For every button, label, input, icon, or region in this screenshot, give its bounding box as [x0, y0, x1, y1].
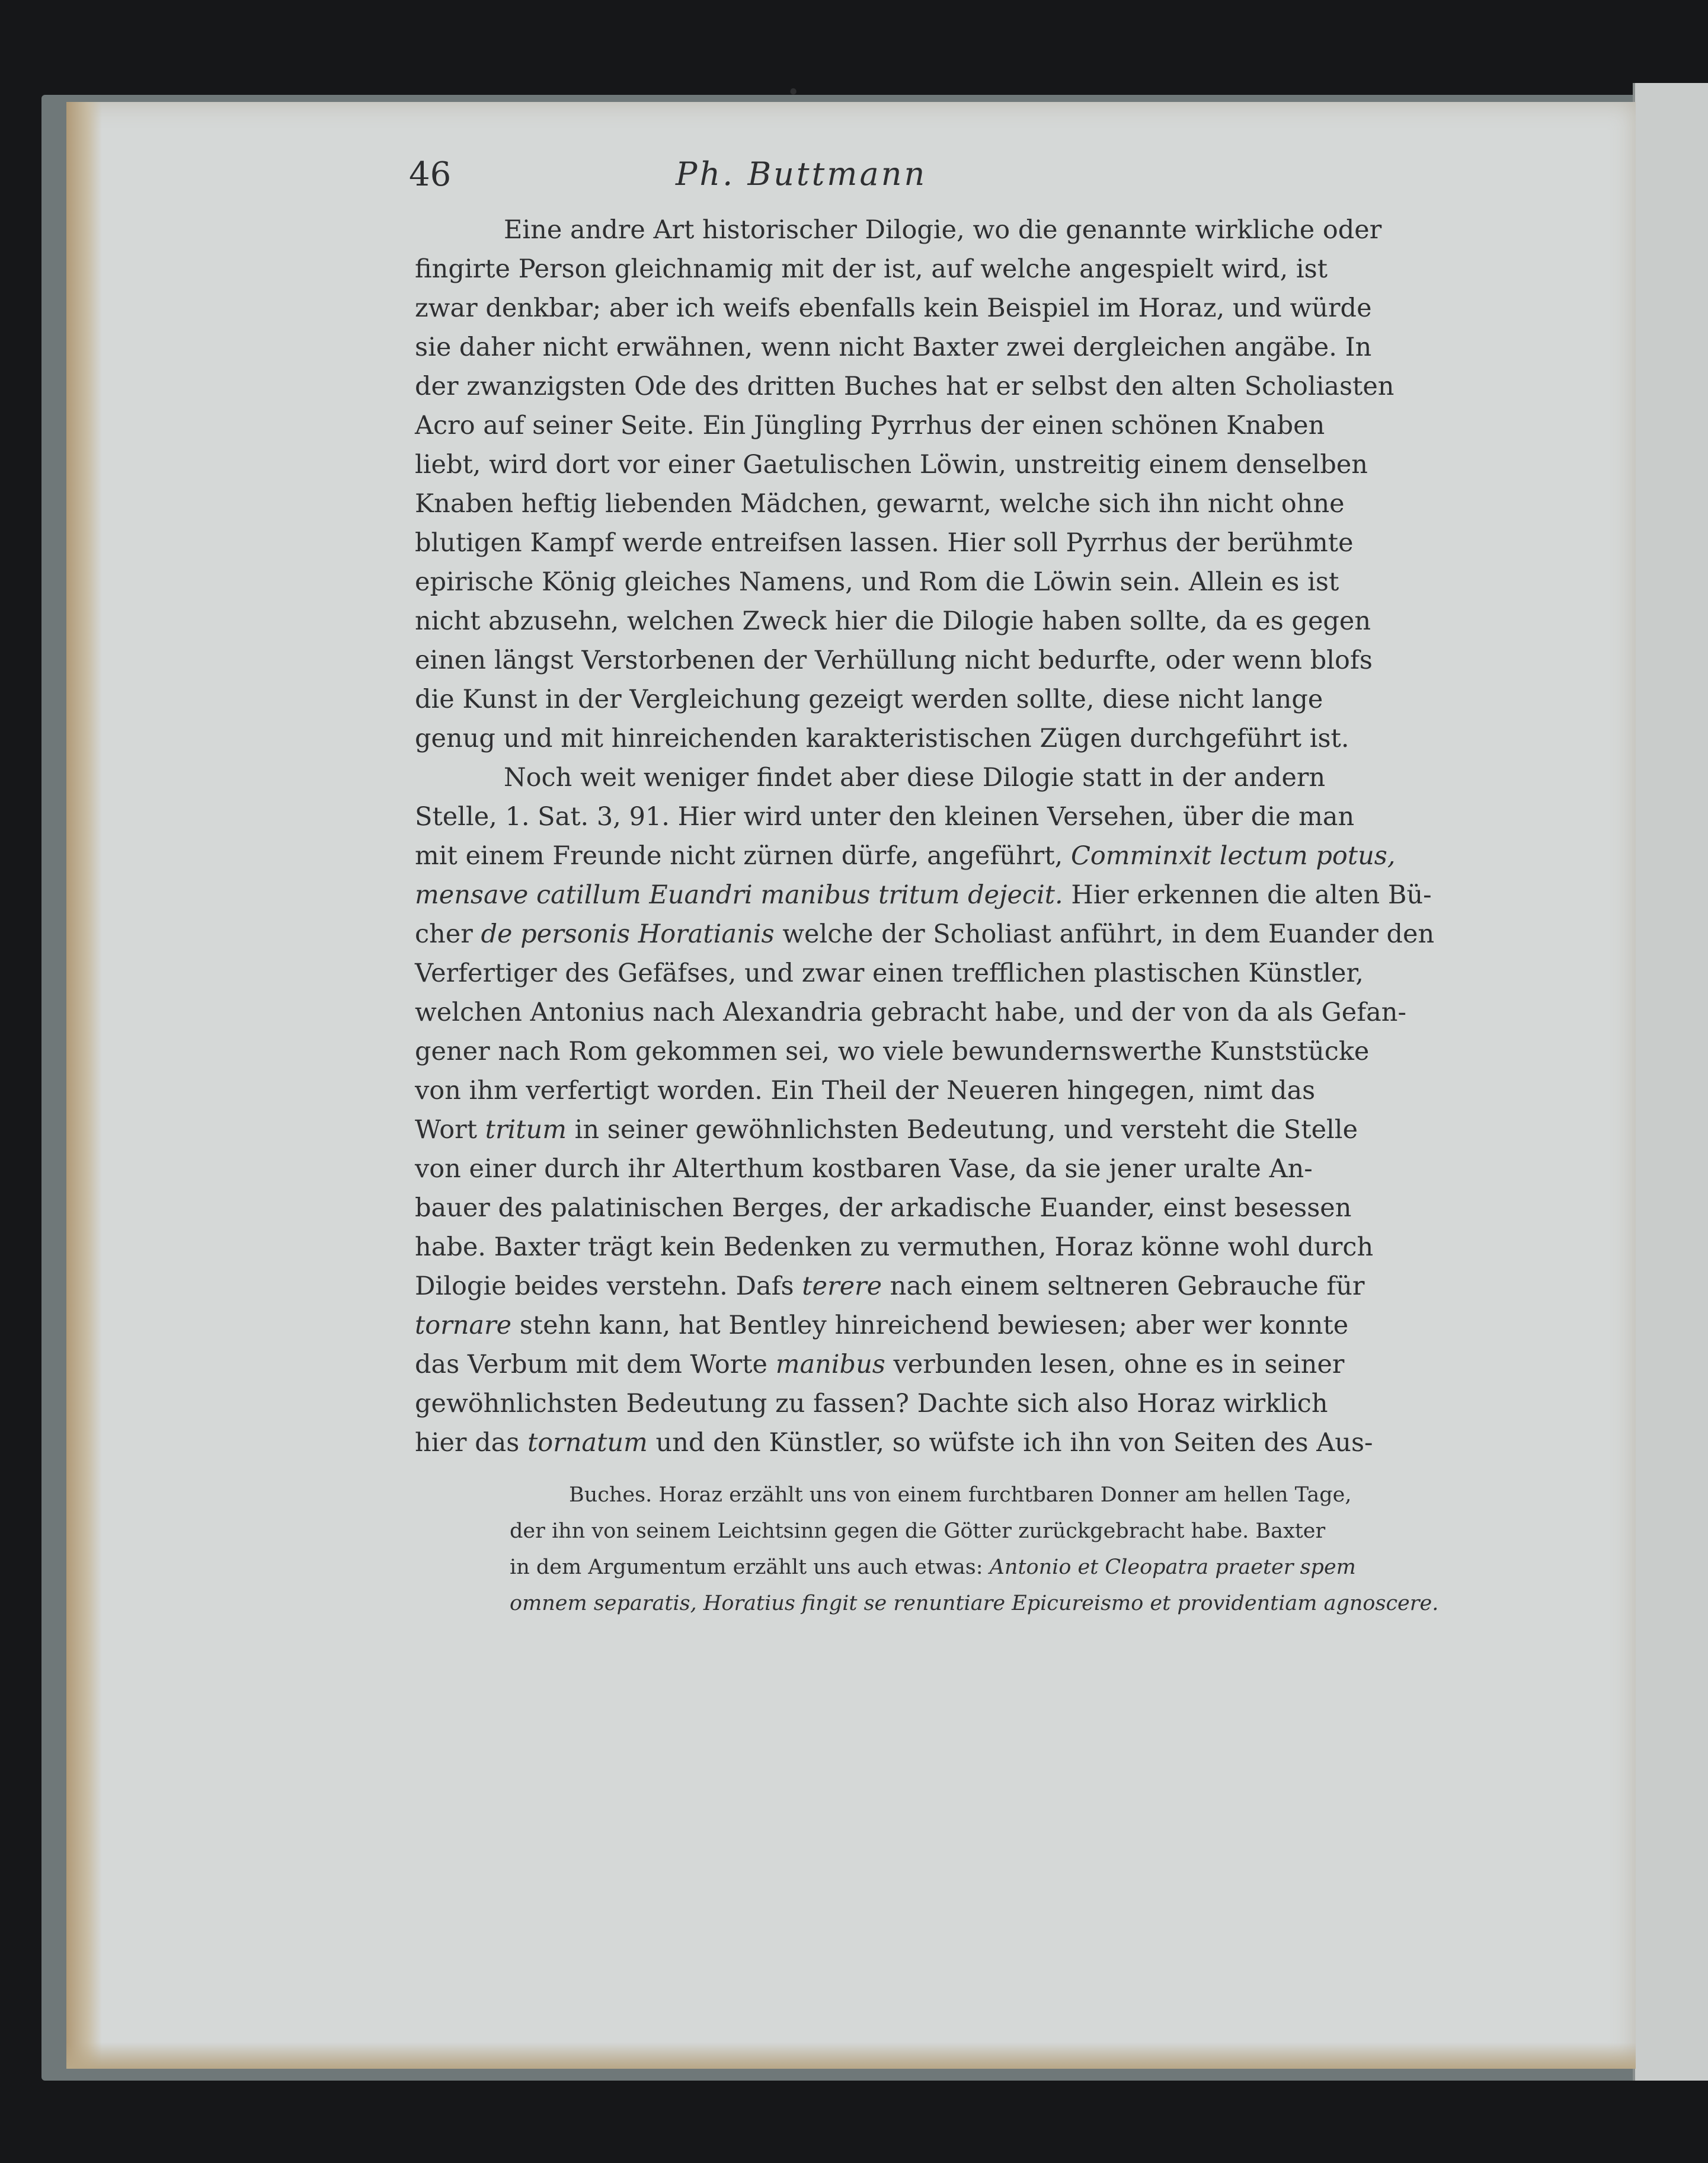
text-line [415, 758, 1326, 797]
text-line [415, 602, 1371, 641]
text-line [415, 563, 1339, 602]
text-line [415, 367, 1394, 406]
footnote-line [510, 1549, 1356, 1586]
text-run: Hier erkennen die alten Bü- [1063, 880, 1432, 910]
text-line [415, 523, 1354, 563]
text-run: Wort [415, 1115, 485, 1145]
text-run: Stelle, 1. Sat. 3, 91. Hier wird unter den kleinen Versehen, über die man [415, 802, 1355, 832]
text-line [415, 289, 1372, 328]
italic-text: tornare [415, 1311, 512, 1340]
text-line [415, 1149, 1313, 1188]
footnote-line [510, 1513, 1326, 1549]
text-run: Noch weit weniger findet aber diese Dilogie statt in der andern [504, 763, 1326, 793]
page-edge-stain [66, 102, 102, 2069]
text-run: Eine andre Art historischer Dilogie, wo die genannte wirkliche oder [504, 215, 1382, 245]
text-line [415, 876, 1432, 915]
text-line [415, 1228, 1374, 1267]
text-run: mit einem Freunde nicht zürnen dürfe, angeführt, [415, 841, 1071, 871]
italic-text: manibus [775, 1350, 885, 1379]
italic-text: omnem separatis, Horatius fingit se renuntiare Epicureismo et providentiam agnoscere. [510, 1592, 1439, 1615]
italic-text: Antonio et Cleopatra praeter spem [989, 1555, 1356, 1579]
text-run: epirische König gleiches Namens, und Rom die Löwin sein. Allein es ist [415, 567, 1339, 597]
text-line [415, 719, 1349, 758]
text-run: Verfertiger des Gefäfses, und zwar einen trefflichen plastischen Künstler, [415, 959, 1364, 988]
text-run: von ihm verfertigt worden. Ein Theil der Neueren hingegen, nimt das [415, 1076, 1316, 1106]
printer-mark: • [787, 81, 800, 105]
text-run: und den Künstler, so wüfste ich ihn von Seiten des Aus- [647, 1428, 1373, 1458]
text-run: fingirte Person gleichnamig mit der ist, auf welche angespielt wird, ist [415, 254, 1328, 284]
facing-page-edge [1633, 83, 1708, 2081]
text-run: Acro auf seiner Seite. Ein Jüngling Pyrrhus der einen schönen Knaben [415, 411, 1325, 440]
text-run: blutigen Kampf werde entreifsen lassen. Hier soll Pyrrhus der berühmte [415, 528, 1354, 558]
text-line [415, 915, 1435, 954]
text-run: liebt, wird dort vor einer Gaetulischen Löwin, unstreitig einem denselben [415, 450, 1368, 480]
text-run: bauer des palatinischen Berges, der arkadische Euander, einst besessen [415, 1193, 1352, 1223]
text-run: nach einem seltneren Gebrauche für [882, 1271, 1365, 1301]
text-line [415, 1032, 1370, 1071]
text-run: Buches. Horaz erzählt uns von einem furchtbaren Donner am hellen Tage, [569, 1483, 1352, 1507]
text-line [415, 250, 1328, 289]
text-run: Knaben heftig liebenden Mädchen, gewarnt, welche sich ihn nicht ohne [415, 489, 1345, 519]
text-line [415, 1345, 1345, 1384]
text-run: in dem Argumentum erzählt uns auch etwas: [510, 1555, 990, 1579]
italic-text: terere [802, 1271, 882, 1301]
italic-text: tornatum [527, 1428, 648, 1458]
text-run: stehn kann, hat Bentley hinreichend bewiesen; aber wer konnte [511, 1311, 1349, 1340]
text-run: welche der Scholiast anführt, in dem Euander den [774, 919, 1435, 949]
text-run: verbunden lesen, ohne es in seiner [885, 1350, 1345, 1379]
text-line [415, 954, 1364, 993]
page-header [409, 155, 1132, 203]
text-line [415, 1110, 1358, 1149]
text-run: hier das [415, 1428, 528, 1458]
text-line [415, 797, 1355, 836]
text-line [415, 1188, 1352, 1228]
text-run: zwar denkbar; aber ich weifs ebenfalls kein Beispiel im Horaz, und würde [415, 293, 1372, 323]
text-run: genug und mit hinreichenden karakteristischen Zügen durchgeführt ist. [415, 724, 1349, 753]
text-line [415, 406, 1325, 445]
text-line [415, 328, 1372, 367]
text-run: von einer durch ihr Alterthum kostbaren Vase, da sie jener uralte An- [415, 1154, 1313, 1184]
text-run: nicht abzusehn, welchen Zweck hier die Dilogie haben sollte, da es gegen [415, 606, 1371, 636]
text-line [415, 641, 1373, 680]
text-line [415, 1267, 1365, 1306]
text-line [415, 993, 1407, 1032]
text-run: habe. Baxter trägt kein Bedenken zu vermuthen, Horaz könne wohl durch [415, 1232, 1374, 1262]
body-text [415, 210, 1435, 1462]
italic-text: mensave catillum Euandri manibus tritum dejecit. [415, 880, 1063, 910]
text-run: die Kunst in der Vergleichung gezeigt werden sollte, diese nicht lange [415, 685, 1323, 714]
text-line [415, 1071, 1316, 1110]
text-run: in seiner gewöhnlichsten Bedeutung, und versteht die Stelle [567, 1115, 1358, 1145]
text-run: Dilogie beides verstehn. Dafs [415, 1271, 802, 1301]
footnote-line [510, 1586, 1439, 1622]
text-run: das Verbum mit dem Worte [415, 1350, 776, 1379]
footnote-line [510, 1477, 1352, 1513]
text-run: der zwanzigsten Ode des dritten Buches hat er selbst den alten Scholiasten [415, 372, 1394, 401]
text-line [415, 1306, 1349, 1345]
running-head: Ph. Buttmann [676, 155, 927, 193]
page-bottom-stain [66, 2043, 1636, 2069]
text-line [415, 1384, 1328, 1423]
footnote [510, 1477, 1439, 1622]
text-line [415, 836, 1396, 876]
text-line [415, 680, 1323, 719]
text-run: sie daher nicht erwähnen, wenn nicht Baxter zwei dergleichen angäbe. In [415, 333, 1372, 362]
text-line [415, 210, 1382, 250]
text-line [415, 1423, 1373, 1462]
italic-text: tritum [485, 1115, 567, 1145]
text-line [415, 484, 1345, 523]
text-line [415, 445, 1368, 484]
text-run: gener nach Rom gekommen sei, wo viele bewundernswerthe Kunststücke [415, 1037, 1370, 1066]
page-number: 46 [409, 155, 452, 194]
italic-text: Comminxit lectum potus, [1070, 841, 1396, 871]
text-run: einen längst Verstorbenen der Verhüllung nicht bedurfte, oder wenn blofs [415, 646, 1373, 675]
text-run: welchen Antonius nach Alexandria gebracht habe, und der von da als Gefan- [415, 998, 1407, 1027]
italic-text: de personis Horatianis [481, 919, 775, 949]
text-run: cher [415, 919, 481, 949]
text-run: der ihn von seinem Leichtsinn gegen die Götter zurückgebracht habe. Baxter [510, 1519, 1326, 1543]
text-run: gewöhnlichsten Bedeutung zu fassen? Dachte sich also Horaz wirklich [415, 1389, 1328, 1418]
